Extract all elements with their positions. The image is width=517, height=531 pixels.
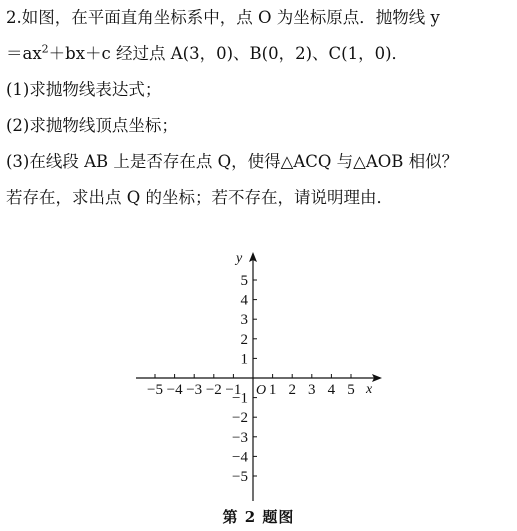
- y-tick-label: −2: [232, 410, 248, 427]
- y-tick-label: 2: [240, 331, 248, 348]
- x-tick-label: −2: [205, 382, 222, 398]
- problem-text: [6, 6, 511, 222]
- coordinate-figure: [130, 246, 390, 516]
- y-tick-label: 1: [240, 351, 248, 368]
- y-tick-label: −1: [232, 390, 248, 407]
- y-tick-label: 4: [240, 292, 248, 309]
- y-tick-label: −3: [232, 429, 248, 446]
- x-tick-label: 4: [327, 382, 336, 398]
- origin-label: O: [256, 383, 267, 398]
- figure-caption: 第 2 题图: [222, 508, 295, 526]
- y-tick-label: 3: [240, 312, 248, 329]
- question-3-continued: 若存在，求出点 Q 的坐标；若不存在，请说明理由．: [6, 188, 394, 207]
- y-tick-label: −4: [232, 449, 248, 466]
- x-tick-label: −4: [166, 382, 183, 398]
- question-2: (2)求抛物线顶点坐标；: [6, 116, 178, 135]
- problem-line-2: [6, 42, 511, 78]
- y-tick-label: 5: [240, 273, 248, 289]
- x-tick-label: −1: [225, 382, 242, 398]
- equation-exponent: 2: [41, 42, 49, 56]
- x-tick-label: 2: [288, 382, 296, 398]
- equation-post: ＋bx＋c 经过点 A(3，0)、B(0，2)、C(1，0)．: [48, 44, 409, 63]
- tick-labels: [147, 273, 355, 485]
- x-tick-label: −3: [186, 382, 203, 398]
- question-1: (1)求抛物线表达式；: [6, 80, 162, 99]
- coordinate-plane: [130, 246, 390, 516]
- x-axis-label: x: [366, 382, 373, 397]
- y-axis-label: y: [236, 251, 243, 266]
- x-tick-label: 5: [347, 382, 355, 398]
- question-3: (3)在线段 AB 上是否存在点 Q，使得△ACQ 与△AOB 相似？: [6, 152, 459, 171]
- equation-pre: ＝ax: [6, 44, 42, 63]
- y-tick-label: −5: [232, 469, 248, 485]
- problem-line-1: 2.如图，在平面直角坐标系中，点 O 为坐标原点．抛物线 y: [6, 8, 440, 27]
- x-tick-label: 1: [268, 382, 277, 398]
- x-tick-label: −5: [147, 382, 163, 398]
- x-tick-label: 3: [308, 382, 316, 398]
